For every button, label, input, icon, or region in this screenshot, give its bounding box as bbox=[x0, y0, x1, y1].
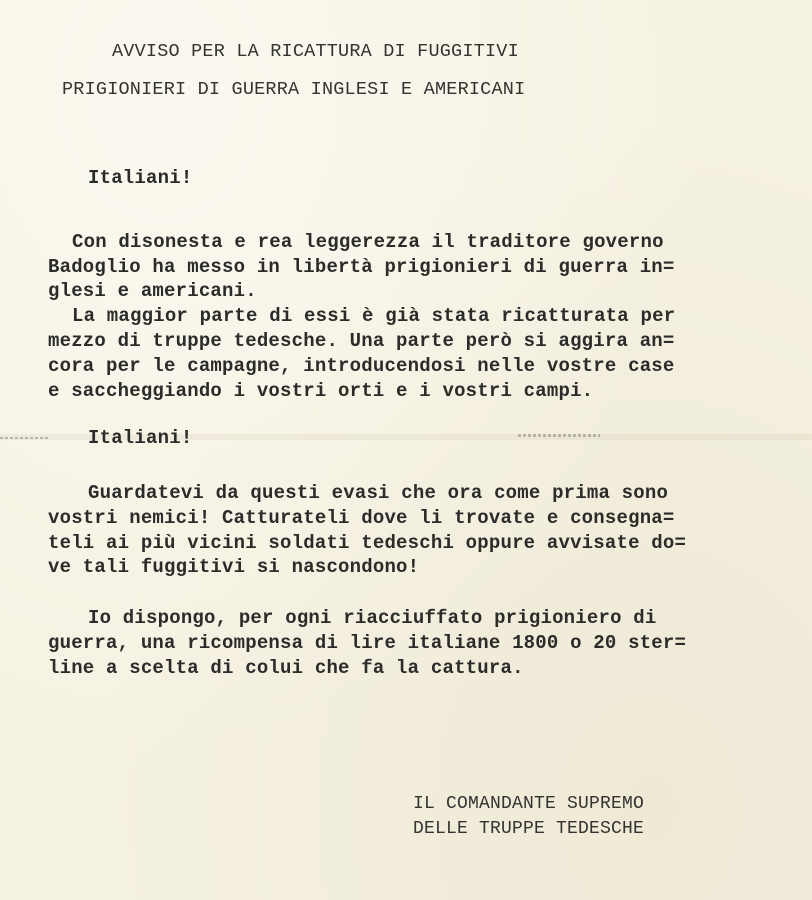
signature-line-1: IL COMANDANTE SUPREMO bbox=[413, 794, 645, 814]
para1-line-3: glesi e americani. bbox=[48, 280, 257, 302]
para4-line-1: Io dispongo, per ogni riacciuffato prigioniero di bbox=[88, 607, 657, 629]
para2-line-3: cora per le campagne, introducendosi nelle vostre case bbox=[48, 355, 675, 377]
para2-line-2: mezzo di truppe tedesche. Una parte però si aggira an= bbox=[48, 330, 675, 352]
typewriter-smudge-left bbox=[0, 437, 50, 439]
para4-line-2: guerra, una ricompensa di lire italiane 1800 o 20 ster= bbox=[48, 632, 687, 654]
para3-line-3: teli ai più vicini soldati tedeschi oppure avvisate do= bbox=[48, 532, 687, 554]
para3-line-4: ve tali fuggitivi si nascondono! bbox=[48, 556, 420, 578]
heading-line-2: PRIGIONIERI DI GUERRA INGLESI E AMERICANI bbox=[62, 79, 526, 100]
heading-line-1: AVVISO PER LA RICATTURA DI FUGGITIVI bbox=[112, 41, 519, 62]
para1-line-1: Con disonesta e rea leggerezza il traditore governo bbox=[72, 231, 664, 253]
para2-line-4: e saccheggiando i vostri orti e i vostri campi. bbox=[48, 380, 594, 402]
para2-line-1: La maggior parte di essi è già stata ricatturata per bbox=[72, 305, 676, 327]
para3-line-2: vostri nemici! Catturateli dove li trovate e consegna= bbox=[48, 507, 675, 529]
salutation-1: Italiani! bbox=[88, 167, 193, 189]
para1-line-2: Badoglio ha messo in libertà prigionieri di guerra in= bbox=[48, 256, 675, 278]
signature-line-2: DELLE TRUPPE TEDESCHE bbox=[413, 819, 645, 839]
typewriter-smudge-right bbox=[518, 434, 600, 437]
para4-line-3: line a scelta di colui che fa la cattura. bbox=[48, 657, 524, 679]
para3-line-1: Guardatevi da questi evasi che ora come prima sono bbox=[88, 482, 669, 504]
salutation-2: Italiani! bbox=[88, 427, 193, 449]
